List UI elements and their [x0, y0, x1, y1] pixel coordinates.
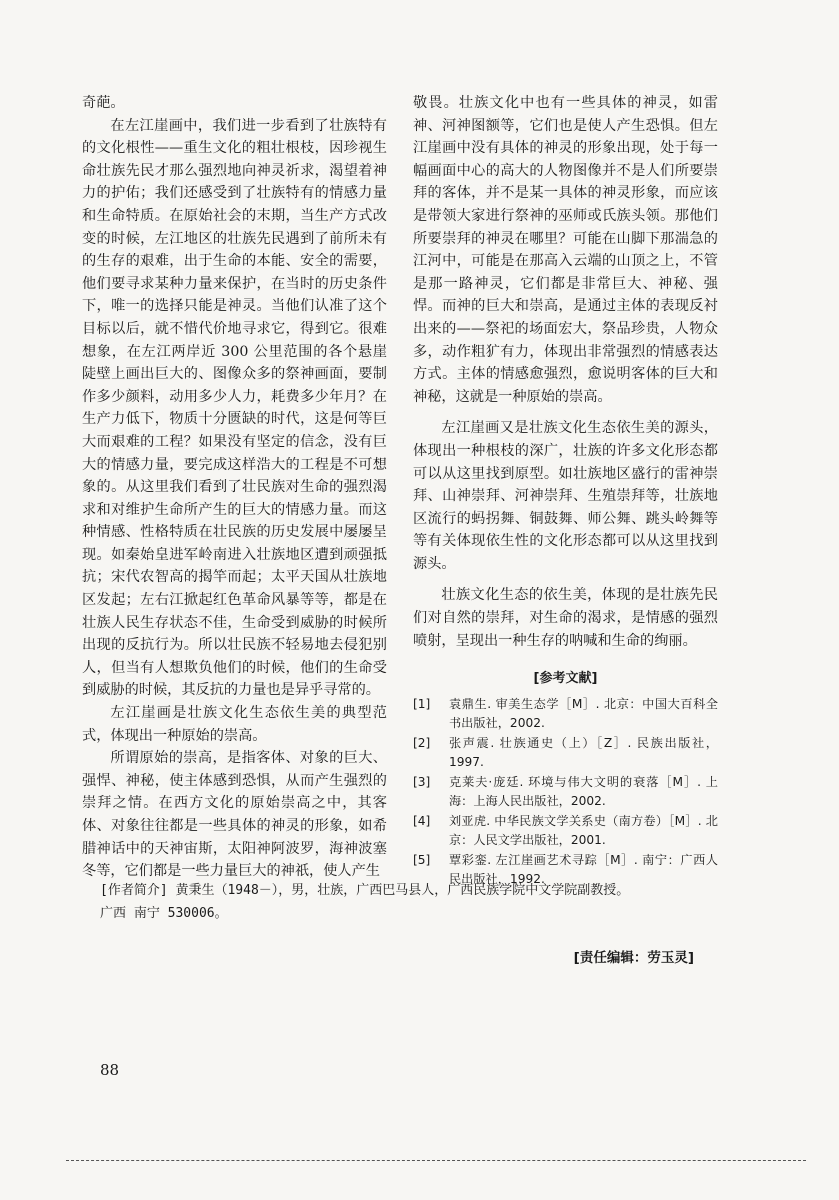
reference-number: [1] — [413, 696, 431, 711]
reference-text: 克莱夫·庞廷. 环境与伟大文明的衰落［M］. 上海：上海人民出版社，2002. — [449, 774, 718, 809]
right-column-body — [413, 92, 718, 652]
author-note-line-1: [作者简介] 黄秉生（1948－），男，壮族，广西巴马县人，广西民族学院中文学院副教授。 — [100, 883, 630, 898]
paragraph: 所谓原始的崇高，是指客体、对象的巨大、强悍、神秘，使主体感到恐惧，从而产生强烈的崇拜之情。在西方文化的原始崇高之中，其客体、对象往往都是一些具体的神灵的形象，如希腊神话中的天神宙斯，太阳神阿波罗，海神波塞冬等，它们都是一些力量巨大的神祇，使人产生 — [82, 750, 387, 880]
paragraph: 左江崖画又是壮族文化生态依生美的源头，体现出一种根枝的深广，壮族的许多文化形态都可以从这里找到原型。如壮族地区盛行的雷神崇拜、山神崇拜、河神崇拜、生殖崇拜等，壮族地区流行的蚂拐舞、铜鼓舞、师公舞、跳头岭舞等等有关体现依生性的文化形态都可以从这里找到源头。 — [413, 420, 718, 572]
paragraph: 壮族文化生态的依生美，体现的是壮族先民们对自然的崇拜，对生命的渴求，是情感的强烈喷射，呈现出一种生存的呐喊和生命的绚丽。 — [413, 587, 718, 649]
reference-item — [413, 812, 718, 851]
paragraph: 敬畏。壮族文化中也有一些具体的神灵，如雷神、河神图额等，它们也是使人产生恐惧。但左江崖画中没有具体的神灵的形象出现，处于每一幅画面中心的高大的人物图像并不是人们所要崇拜的客体，并不是某一具体的神灵形象，而应该是带领大家进行祭神的巫师或氏族头领。那他们所要崇拜的神灵在哪里？可能在山脚下那湍急的江河中，可能是在那高入云端的山顶之上，不管是那一路神灵，它们都是非常巨大、神秘、强悍。而神的巨大和崇高，是通过主体的表现反衬出来的——祭祀的场面宏大，祭品珍贵，人物众多，动作粗犷有力，体现出非常强烈的情感表达方式。主体的情感愈强烈，愈说明客体的巨大和神秘，这就是一种原始的崇高。 — [413, 95, 718, 405]
reference-number: [2] — [413, 735, 431, 750]
page-number: 88 — [100, 1061, 120, 1079]
author-note-line-2: 广西 南宁 530006。 — [100, 906, 228, 921]
reference-item — [413, 734, 718, 773]
responsible-editor: [责任编辑：劳玉灵] — [573, 950, 694, 966]
left-column — [82, 92, 387, 883]
paragraph: 奇葩。 — [82, 95, 125, 111]
reference-number: [3] — [413, 774, 431, 789]
paragraph: 在左江崖画中，我们进一步看到了壮族特有的文化根性——重生文化的粗壮根枝，因珍视生命壮族先民才那么强烈地向神灵祈求，渴望着神力的护佑；我们还感受到了壮族特有的情感力量和生命特质。在原始社会的末期，当生产方式改变的时候，左江地区的壮族先民遇到了前所未有的生存的艰难，出于生命的本能、安全的需要，他们要寻求某种力量来保护，在当时的历史条件下，唯一的选择只能是神灵。当他们认准了这个目标以后，就不惜代价地寻求它，得到它。很难想象，在左江两岸近 300 公里范围的各个悬崖陡壁上画出巨大的、图像众多的祭神画面，要制作多少颜料，动用多少人力，耗费多少年月？在生产力低下，物质十分匮缺的时代，这是何等巨大而艰难的工程？如果没有坚定的信念，没有巨大的情感力量，要完成这样浩大的工程是不可想象的。从这里我们看到了壮民族对生命的强烈渴求和对维护生命所产生的巨大的情感力量。而这种情感、性格特质在壮民族的历史发展中屡屡呈现。如秦始皇进军岭南进入壮族地区遭到顽强抵抗；宋代农智高的揭竿而起；太平天国从壮族地区发起；左右江掀起红色革命风暴等等，都是在壮族人民生存状态不佳，生命受到威胁的时候所出现的反抗行为。所以壮民族不轻易地去侵犯别人，但当有人想欺负他们的时候，他们的生命受到威胁的时候，其反抗的力量也是异乎寻常的。 — [82, 117, 387, 699]
reference-text: 袁鼎生. 审美生态学［M］. 北京：中国大百科全书出版社，2002. — [449, 696, 718, 731]
reference-number: [5] — [413, 852, 431, 867]
paragraph: 左江崖画是壮族文化生态依生美的典型范式，体现出一种原始的崇高。 — [82, 705, 387, 744]
reference-number: [4] — [413, 813, 431, 828]
reference-text: 覃彩銮. 左江崖画艺术寻踪［M］. 南宁：广西人民出版社，1992. — [449, 852, 718, 887]
references-title: [参考文献] — [533, 671, 598, 687]
reference-text: 张声震. 壮族通史（上）［Z］. 民族出版社，1997. — [449, 735, 718, 770]
reference-item — [413, 695, 718, 734]
reference-item — [413, 773, 718, 812]
references-section — [413, 668, 718, 890]
bottom-rule — [66, 1160, 806, 1161]
references-list — [413, 695, 718, 890]
reference-text: 刘亚虎. 中华民族文学关系史（南方卷）［M］. 北京：人民文学出版社，2001. — [449, 813, 718, 848]
author-note — [100, 879, 740, 925]
right-column — [413, 92, 718, 890]
